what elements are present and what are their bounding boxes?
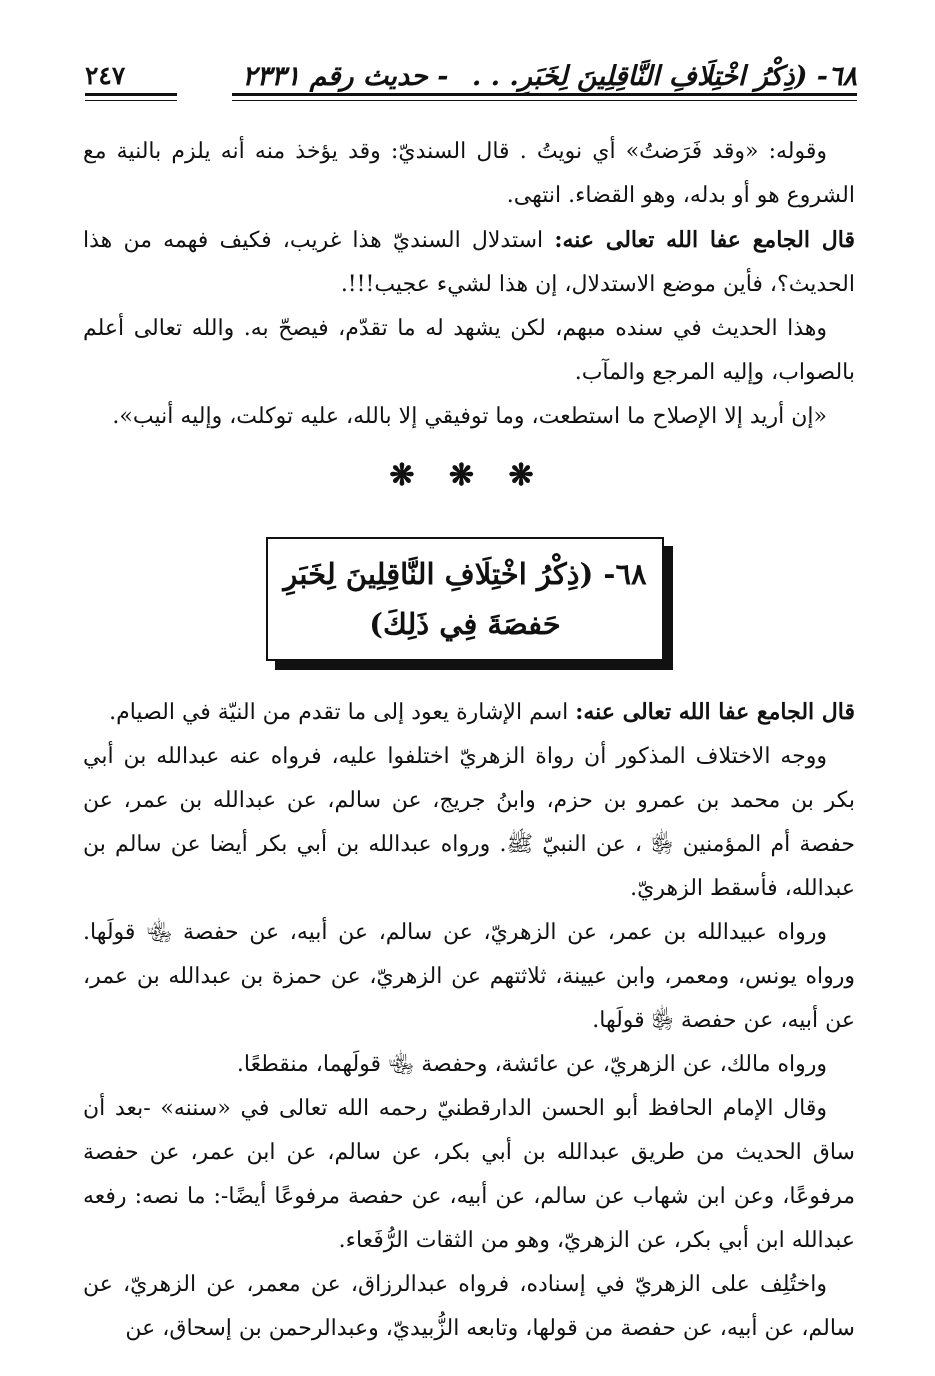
- paragraph: [83, 130, 855, 218]
- paragraph: [83, 690, 855, 735]
- paragraph-text: وقوله: «وقد فَرَضتُ» أي نويتُ . قال السنديّ: وقد يؤخذ منه أنه يلزم بالنية مع الشروع هو أو بدله، وهو القضاء. انتهى.: [83, 139, 855, 208]
- header-rule: [232, 93, 857, 101]
- hadith-number: - حديث رقم ٢٣٣١: [242, 61, 449, 92]
- paragraph-text: ووجه الاختلاف المذكور أن رواة الزهريّ اختلفوا عليه، فرواه عنه عبدالله بن أبي بكر بن محمد بن عمرو بن حزم، وابنُ جريج، عن سالم، عن عبدالله بن عمر، عن حفصة أم المؤمنين ﵂ ، عن النبيّ ﷺ. ورواه عبدالله بن أبي بكر أيضا عن سالم بن عبدالله، فأسقط الزهريّ.: [83, 744, 855, 901]
- paragraph: [83, 1263, 855, 1351]
- paragraph-lead: قال الجامع عفا الله تعالى عنه:: [554, 227, 855, 253]
- chapter-heading-line1: ٦٨- (ذِكْرُ اخْتِلَافِ النَّاقِلِينَ لِخَبَرِ: [283, 557, 647, 591]
- paragraph: [83, 1043, 855, 1087]
- header-rule-short: [85, 93, 177, 101]
- paragraph-text: «إن أريد إلا الإصلاح ما استطعت، وما توفيقي إلا بالله، عليه توكلت، وإليه أنيب».: [112, 404, 827, 429]
- paragraph: [83, 911, 855, 1043]
- paragraph: [83, 218, 855, 307]
- paragraph: [83, 1087, 855, 1263]
- paragraph: [83, 735, 855, 911]
- paragraph-lead: قال الجامع عفا الله تعالى عنه:: [575, 699, 855, 725]
- paragraph-text: ورواه عبيدالله بن عمر، عن الزهريّ، عن سالم، عن أبيه، عن حفصة ﵄ قولَها. ورواه يونس، ومعمر، وابن عيينة، ثلاثتهم عن الزهريّ، عن حمزة بن عبدالله بن عمر، عن أبيه، عن حفصة ﵂ قولَها.: [83, 920, 855, 1033]
- chapter-ref: ٦٨- (ذِكْرُ اخْتِلَافِ النَّاقِلِينَ لِخَبَرِ. . .: [471, 61, 857, 92]
- running-head-title: [242, 61, 857, 92]
- paragraph: [83, 395, 855, 439]
- paragraph-text: وقال الإمام الحافظ أبو الحسن الدارقطنيّ رحمه الله تعالى في «سننه» -بعد أن ساق الحديث من طريق عبدالله بن أبي بكر، عن سالم، عن ابن عمر، عن حفصة مرفوعًا، وعن ابن شهاب عن سالم، عن أبيه، عن حفصة مرفوعًا أيضًا-: ما نصه: رفعه عبدالله ابن أبي بكر، عن الزهريّ، وهو من الثقات الرُّفَعاء.: [83, 1096, 856, 1253]
- paragraph-text: ورواه مالك، عن الزهريّ، عن عائشة، وحفصة ﵄ قولَهما، منقطعًا.: [236, 1052, 827, 1077]
- section-separator: ❋ ❋ ❋: [389, 458, 546, 493]
- running-head: [85, 52, 857, 92]
- chapter-heading-box: [266, 537, 664, 661]
- top-text-block: [83, 130, 855, 439]
- paragraph-text: وهذا الحديث في سنده مبهم، لكن يشهد له ما تقدّم، فيصحّ به. والله تعالى أعلم بالصواب، وإليه المرجع والمآب.: [83, 316, 855, 385]
- paragraph-text: اسم الإشارة يعود إلى ما تقدم من النيّة في الصيام.: [109, 700, 576, 725]
- paragraph-text: استدلال السنديّ هذا غريب، فكيف فهمه من هذا الحديث؟، فأين موضع الاستدلال، إن هذا لشيء عجيب!!!.: [83, 228, 855, 297]
- paragraph: [83, 307, 855, 395]
- chapter-heading-line2: حَفصَةَ فِي ذَلِكَ): [369, 607, 561, 641]
- page-number: ٢٤٧: [85, 61, 126, 90]
- paragraph-text: واختُلِف على الزهريّ في إسناده، فرواه عبدالرزاق، عن معمر، عن الزهريّ، عن سالم، عن أبيه، عن حفصة من قولها، وتابعه الزُّبيديّ، وعبدالرحمن بن إسحاق، عن: [83, 1272, 855, 1341]
- bottom-text-block: [83, 690, 855, 1351]
